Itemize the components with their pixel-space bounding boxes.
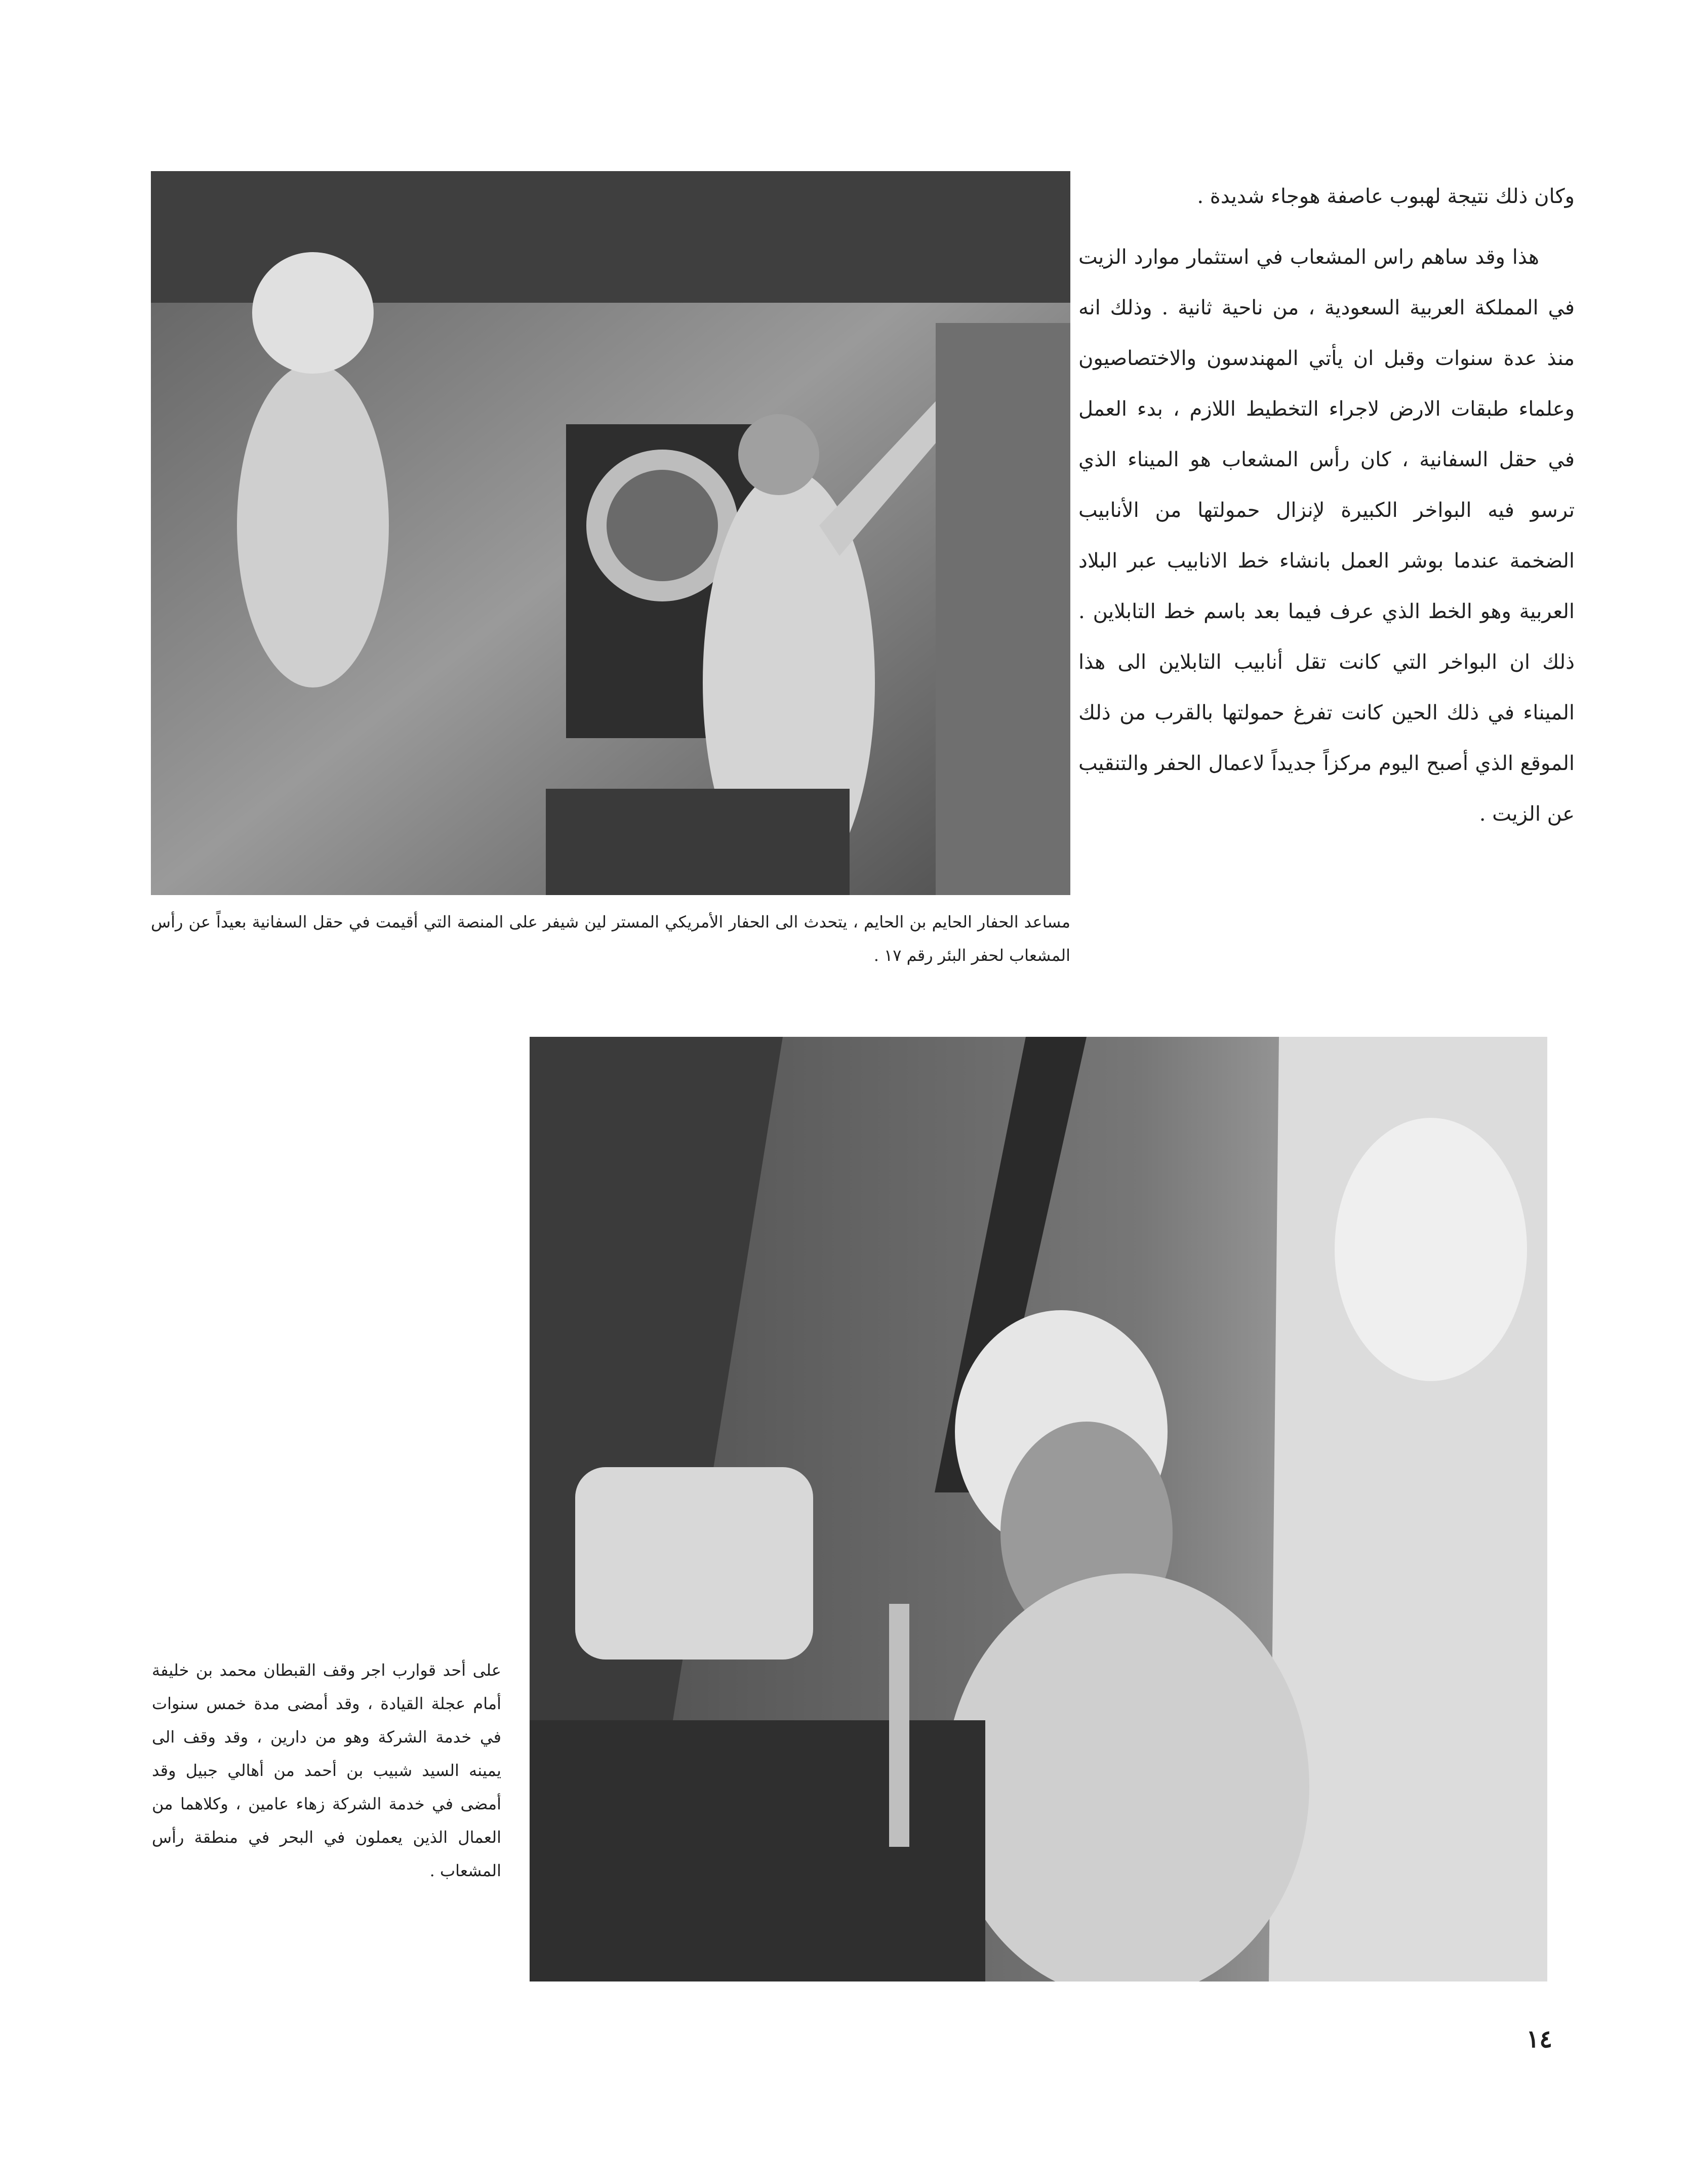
bottom-photo [530,1037,1547,1981]
bottom-photo-image [530,1037,1547,1981]
article-paragraph-1: وكان ذلك نتيجة لهبوب عاصفة هوجاء شديدة . [1197,185,1575,208]
bottom-photo-caption: على أحد قوارب اجر وقف القبطان محمد بن خليفة أمام عجلة القيادة ، وقد أمضى مدة خمس سنوات في خدمة الشركة وهو من دارين ، وقد وقف الى يمينه السيد شبيب بن أحمد من أهالي جبيل وقد أمضى في خدمة الشركة زهاء عامين ، وكلاهما من العمال الذين يعملون في البحر في منطقة رأس المشعاب . [152,1661,502,1880]
article-paragraph-2: هذا وقد ساهم راس المشعاب في استثمار موارد الزيت في المملكة العربية السعودية ، من ناحية ثانية . وذلك انه منذ عدة سنوات وقبل ان يأتي المهندسون والاختصاصيون وعلماء طبقات الارض لاجراء التخطيط اللازم ، بدء العمل في حقل السفانية ، كان رأس المشعاب هو الميناء الذي ترسو فيه البواخر الكبيرة لإنزال حمولتها من الأنابيب الضخمة عندما بوشر العمل بانشاء خط الانابيب عبر البلاد العربية وهو الخط الذي عرف فيما بعد باسم خط التابلاين . ذلك ان البواخر التي كانت تقل أنابيب التابلاين الى هذا الميناء في ذلك الحين كانت تفرغ حمولتها بالقرب من ذلك الموقع الذي أصبح اليوم مركزاً جديداً لاعمال الحفر والتنقيب عن الزيت . [1078,246,1575,826]
top-photo-caption: مساعد الحفار الحايم بن الحايم ، يتحدث الى الحفار الأمريكي المستر لين شيفر على المنصة التي أقيمت في حقل السفانية بعيداً عن رأس المشعاب لحفر البئر رقم ١٧ . [151,912,1071,965]
top-photo [151,171,1070,895]
page-number: ١٤ [1526,2025,1552,2053]
article-body [1078,171,1575,839]
top-photo-image [151,171,1070,895]
